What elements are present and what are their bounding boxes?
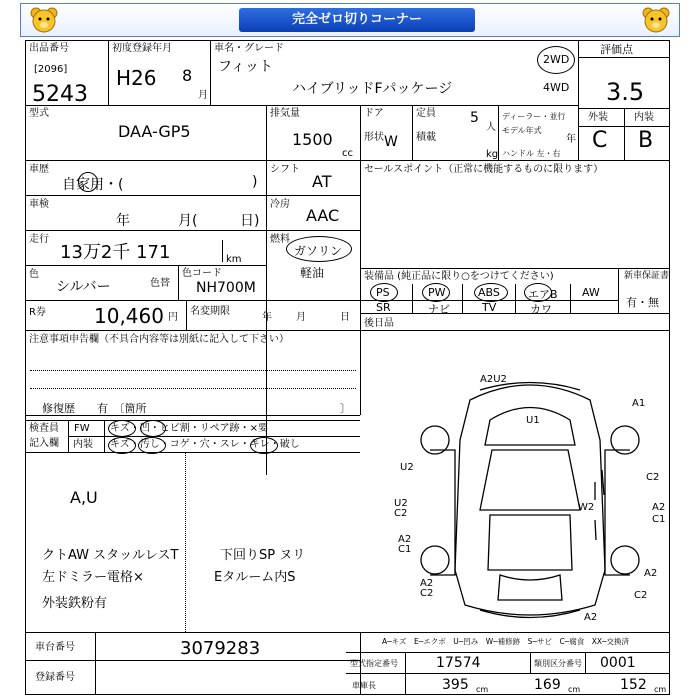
first-reg-month: 8 [182, 66, 193, 85]
drive-2wd: 2WD [543, 53, 570, 66]
fuel-gasoline: ガソリン [294, 244, 343, 258]
repair-history: 修復歴 有 〔箇所 [42, 402, 147, 415]
dim-width: 169 [534, 677, 561, 693]
handwritten-au: A,U [70, 488, 98, 507]
lot-label: 出品番号 [29, 43, 69, 54]
fw-circle-1 [108, 420, 136, 437]
equip-pw: PW [428, 286, 446, 299]
int-label: 内装 [634, 112, 654, 123]
dim-length: 395 [442, 677, 469, 693]
later-date-label: 後日品 [364, 318, 394, 329]
name-change-month: 月 [296, 312, 306, 323]
mark-c2-lower-right: C2 [634, 590, 648, 601]
type-no-value: 17574 [436, 655, 481, 671]
chassis-value: 3079283 [180, 638, 261, 659]
recycle-unit: 円 [168, 312, 178, 323]
class-value: 0001 [600, 655, 636, 671]
shift-value: AT [312, 172, 332, 191]
mark-a2-lower-left: A2 [420, 578, 434, 589]
model-year-unit: 年 [566, 134, 576, 145]
displacement-unit: cc [342, 148, 353, 159]
first-reg-month-unit: 月 [198, 90, 208, 101]
history-label: 車歴 [29, 164, 49, 175]
class-label: 類別区分番号 [534, 659, 582, 668]
ext-score: C [592, 128, 608, 153]
equip-aw: AW [582, 286, 600, 299]
door-label: ドア [364, 108, 384, 119]
inspector-fw-items: キズ・凹・ヒビ割・リペア跡・×要 [110, 423, 268, 434]
color-value: シルバー [56, 279, 111, 295]
equip-airb: エアB [528, 288, 558, 301]
inspection-year: 年 [116, 213, 130, 229]
first-reg-label: 初度登録年月 [112, 43, 172, 54]
mark-a2-left: A2 [398, 534, 412, 545]
inspector-label2: 記入欄 [29, 438, 59, 449]
inspector-int-items: キズ・汚し・コゲ・穴・スレ・キレ・破し [110, 439, 300, 450]
displacement-label: 排気量 [270, 108, 300, 119]
equip-leather: カワ [530, 303, 552, 316]
car-damage-diagram [380, 370, 670, 630]
dim-length-unit: cm [476, 685, 489, 694]
car-grade: ハイブリッドFパッケージ [292, 81, 453, 97]
inspector-label: 検査員 [29, 423, 59, 434]
int-circle-1 [108, 437, 136, 454]
handwritten-line3: 外装鉄粉有 [42, 596, 108, 611]
name-change-label: 名変期限 [190, 306, 230, 317]
mark-u1: U1 [526, 415, 540, 426]
inspection-label: 車検 [29, 199, 49, 210]
mark-a2-lower-right: A2 [644, 568, 658, 579]
score-value: 3.5 [606, 78, 645, 106]
equip-abs: ABS [478, 286, 500, 299]
first-reg-year: H26 [116, 66, 157, 90]
dim-height: 152 [620, 677, 647, 693]
fuel-diesel: 軽油 [300, 266, 325, 280]
chassis-label: 車台番号 [35, 642, 75, 653]
dim-height-unit: cm [654, 685, 667, 694]
mileage-label: 走行 [29, 234, 49, 245]
inspector-fw: FW [74, 423, 90, 434]
registration-label: 登録番号 [35, 672, 75, 683]
fuel-label: 燃料 [270, 234, 290, 245]
int-circle-3 [250, 437, 278, 454]
equip-tv: TV [482, 301, 497, 314]
int-score: B [638, 128, 654, 153]
handwritten-line4: 下回りSP ヌリ [220, 548, 306, 563]
warranty-value: 有・無 [626, 296, 659, 309]
mileage-unit: km [226, 254, 242, 265]
mark-u2-left2: U2 [394, 498, 408, 509]
header-banner [20, 3, 680, 37]
recycle-label: R券 [29, 307, 46, 318]
type-no-label: 型式指定番号 [350, 659, 398, 668]
color-code: NH700M [196, 280, 256, 296]
mark-c2-lower-left: C2 [420, 588, 434, 599]
handwritten-line2: 左ドミラー電格× [42, 570, 144, 585]
notes-label: 注意事項申告欄（不具合内容等は別紙に記入して下さい） [29, 334, 289, 345]
mark-c1-left: C1 [398, 544, 412, 555]
mark-c1-right: C1 [652, 514, 666, 525]
door-shape-label: 形状 [364, 132, 384, 143]
bear-mascot-icon-right [641, 6, 671, 34]
dimensions-label: 車庫長 [352, 681, 376, 690]
equip-sr: SR [376, 301, 391, 314]
handwritten-line5: Eタルーム内S [214, 570, 296, 585]
sales-label: セールスポイント（正常に機能するものに限ります） [364, 164, 604, 175]
load-label: 積載 [416, 132, 436, 143]
lot-sub: [2096] [34, 64, 68, 75]
model-value: DAA-GP5 [118, 122, 191, 141]
handwritten-line1: クトAW スタッルレスT [42, 548, 179, 563]
name-change-year: 年 [262, 312, 272, 323]
shift-label: シフト [270, 164, 300, 175]
mark-a2-right: A2 [652, 502, 666, 513]
capacity-value: 5 [470, 110, 479, 126]
damage-legend: A─キズ E─エクボ U─凹み W─補修跡 S─サビ C─腐食 XX─交換済 [382, 637, 630, 646]
dealer-label: ディーラー・並行 [502, 112, 566, 121]
mark-c2-left: C2 [394, 508, 408, 519]
header-title: 完全ゼロ切りコーナー [239, 8, 475, 32]
car-name: フィット [218, 59, 273, 75]
name-change-day: 日 [340, 312, 350, 323]
recycle-value: 10,460 [94, 304, 164, 328]
equipment-label: 装備品 (純正品に限り○をつけてください) [364, 271, 554, 282]
fw-circle-2 [140, 420, 166, 437]
mark-w2: W2 [578, 502, 595, 513]
displacement-value: 1500 [292, 130, 333, 149]
mark-c2-right: C2 [646, 472, 660, 483]
mileage-value: 13万2千 171 [60, 242, 171, 263]
color-change-label: 色替 [150, 278, 170, 289]
int-circle-2 [138, 437, 166, 454]
inspection-month: 月( [178, 213, 198, 229]
equip-ps: PS [376, 286, 390, 299]
door-shape: W [384, 134, 398, 150]
mark-a2u2: A2U2 [480, 374, 507, 385]
model-label: 型式 [29, 108, 49, 119]
equip-navi: ナビ [428, 303, 450, 316]
history-value: 自家用・( [62, 177, 124, 193]
load-unit: kg [486, 149, 499, 160]
car-label: 車名・グレード [214, 43, 284, 54]
dim-width-unit: cm [568, 685, 581, 694]
mark-a1-top: A1 [632, 398, 646, 409]
model-year-label: モデル年式 [502, 126, 542, 135]
warranty-label: 新車保証書 [624, 271, 670, 281]
aircon-value: AAC [306, 206, 340, 225]
mark-a2-bottom: A2 [584, 612, 598, 623]
capacity-unit: 人 [486, 122, 496, 133]
color-label: 色 [29, 269, 39, 280]
repair-close: 〕 [340, 402, 351, 415]
color-code-label: 色コード [182, 268, 222, 279]
capacity-label: 定員 [416, 108, 436, 119]
handle-label: ハンドル 左・右 [502, 149, 561, 158]
mark-u2-left: U2 [400, 462, 414, 473]
ext-label: 外装 [588, 112, 608, 123]
lot-number: 5243 [32, 82, 88, 107]
drive-4wd: 4WD [543, 81, 570, 94]
inspector-interior: 内装 [73, 439, 93, 450]
bear-mascot-icon-left [29, 6, 59, 34]
score-label: 評価点 [600, 43, 633, 56]
inspection-day: 日) [240, 213, 260, 229]
history-close: ) [252, 174, 258, 190]
aircon-label: 冷房 [270, 199, 290, 210]
